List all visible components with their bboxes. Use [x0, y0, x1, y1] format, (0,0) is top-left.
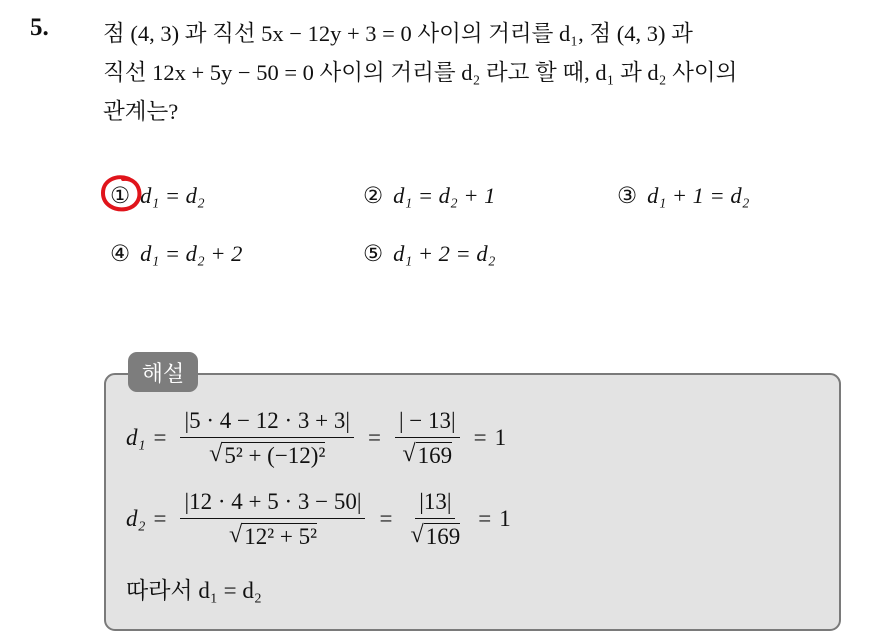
choice-3-number: ③ — [617, 183, 638, 208]
eq2-fraction-2: |13| √ 169 — [410, 489, 461, 549]
choice-2-number: ② — [363, 183, 384, 208]
eq2-numerator-2: |13| — [415, 489, 455, 519]
eq1-lhs: d₁ — [126, 425, 146, 451]
solution-tag: 해설 — [128, 352, 198, 392]
choice-1-number: ① — [110, 183, 131, 208]
choice-4-number: ④ — [110, 241, 131, 266]
solution-equation-2: d₂ = |12 · 4 + 5 · 3 − 50| √ 12² + 5² = |13| √ 169 = 1 — [126, 489, 511, 549]
choice-5[interactable] — [363, 241, 495, 267]
choice-4-text: d₁ = d₂ + 2 — [140, 241, 243, 266]
choice-2-text: d₁ = d₂ + 1 — [393, 183, 496, 208]
eq2-lhs: d₂ — [126, 506, 146, 532]
eq1-fraction-1: |5 · 4 − 12 · 3 + 3| √ 5² + (−12)² — [180, 408, 353, 468]
choice-2[interactable] — [363, 183, 495, 209]
eq1-denominator-2: 169 — [417, 443, 453, 468]
eq1-fraction-2: | − 13| √ 169 — [395, 408, 460, 468]
eq2-numerator-1: |12 · 4 + 5 · 3 − 50| — [180, 489, 365, 519]
choice-5-text: d₁ + 2 = d₂ — [393, 241, 496, 266]
choice-5-number: ⑤ — [363, 241, 384, 266]
question-line-1: 점 (4, 3) 과 직선 5x − 12y + 3 = 0 사이의 거리를 d₁, 점 (4, 3) 과 — [103, 21, 693, 46]
question-number: 5. — [30, 14, 49, 41]
eq1-numerator-1: |5 · 4 − 12 · 3 + 3| — [180, 408, 353, 438]
question-line-3: 관계는? — [103, 99, 179, 124]
solution-conclusion: 따라서 d₁ = d₂ — [126, 578, 262, 603]
solution-equation-1: d₁ = |5 · 4 − 12 · 3 + 3| √ 5² + (−12)² = | − 13| √ 169 = 1 — [126, 408, 507, 468]
eq1-result: 1 — [494, 425, 507, 451]
eq1-numerator-2: | − 13| — [395, 408, 460, 438]
eq2-fraction-1: |12 · 4 + 5 · 3 − 50| √ 12² + 5² — [180, 489, 365, 549]
choice-3-text: d₁ + 1 = d₂ — [647, 183, 750, 208]
eq2-result: 1 — [499, 506, 511, 532]
choice-1[interactable] — [110, 183, 205, 209]
question-line-2: 직선 12x + 5y − 50 = 0 사이의 거리를 d₂ 라고 할 때, d₁ 과 d₂ 사이의 — [103, 60, 738, 85]
choice-4[interactable] — [110, 241, 242, 267]
eq1-denominator-1: 5² + (−12)² — [224, 443, 326, 468]
eq2-denominator-1: 12² + 5² — [244, 524, 317, 549]
eq2-denominator-2: 169 — [425, 524, 461, 549]
choice-1-text: d₁ = d₂ — [140, 183, 205, 208]
choice-3[interactable] — [617, 183, 749, 209]
